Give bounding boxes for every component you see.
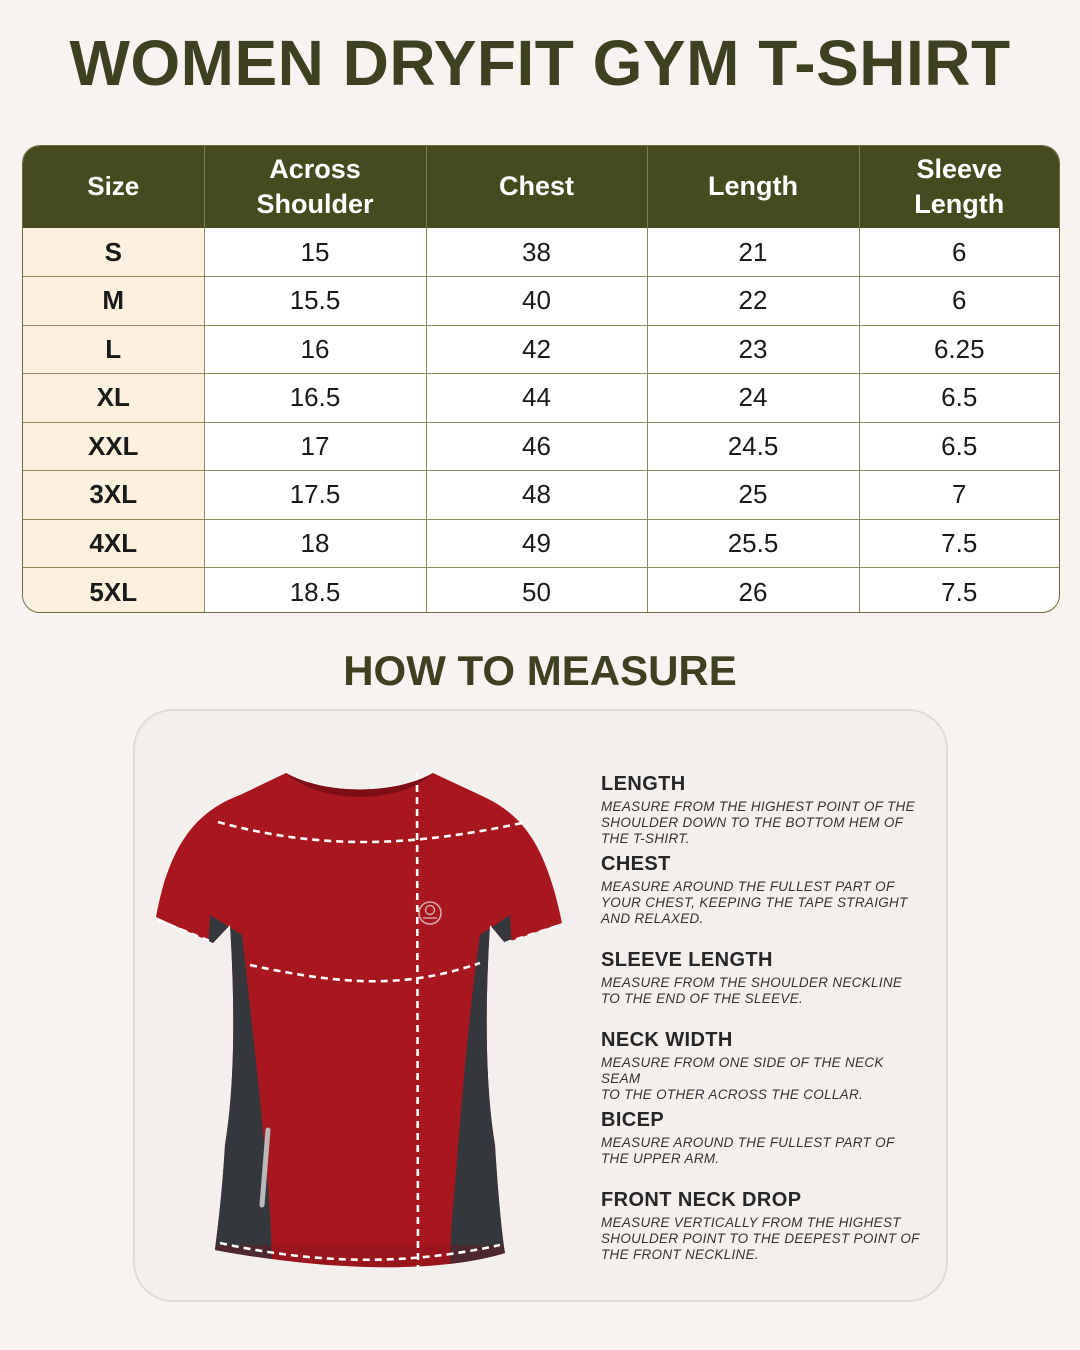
measure-note-text (601, 1215, 921, 1263)
cell-sleeve: 6.5 (859, 374, 1059, 423)
cell-sleeve: 6 (952, 236, 967, 267)
measure-note-line: MEASURE VERTICALLY FROM THE HIGHEST (601, 1215, 901, 1230)
cell-shoulder: 15 (204, 228, 426, 277)
table-row (23, 519, 1059, 568)
measure-note-text (601, 1055, 921, 1103)
measure-note-line: YOUR CHEST, KEEPING THE TAPE STRAIGHT (601, 895, 908, 910)
header-length: Length (647, 146, 859, 228)
size-chart-table (22, 145, 1060, 613)
table-row (23, 568, 1059, 614)
header-sleeve-length-line1: Sleeve (916, 153, 1003, 184)
measure-note-title: BICEP (601, 1109, 665, 1131)
measure-note-line: THE UPPER ARM. (601, 1151, 720, 1166)
measure-note (601, 1189, 921, 1263)
measure-note-line: MEASURE FROM THE HIGHEST POINT OF THE (601, 799, 915, 814)
header-across-shoulder-line2: Shoulder (256, 189, 374, 219)
cell-size: L (23, 325, 204, 374)
table-header-row (23, 146, 1059, 228)
cell-length: 23 (647, 325, 859, 374)
measure-note-line: AND RELAXED. (601, 911, 704, 926)
cell-chest: 38 (426, 228, 647, 277)
measure-note-line: TO THE END OF THE SLEEVE. (601, 991, 804, 1006)
measure-note-title: SLEEVE LENGTH (601, 949, 773, 971)
cell-shoulder: 16 (204, 325, 426, 374)
tshirt-measure-illustration (150, 765, 570, 1280)
header-chest: Chest (426, 146, 647, 228)
cell-sleeve: 6.25 (859, 325, 1059, 374)
cell-size: 3XL (23, 471, 204, 520)
measure-note-line: MEASURE FROM THE SHOULDER NECKLINE (601, 975, 903, 990)
measure-note-line: SHOULDER POINT TO THE DEEPEST POINT OF (601, 1231, 920, 1246)
cell-shoulder: 17.5 (204, 471, 426, 520)
measure-note-text (601, 799, 921, 847)
cell-shoulder: 15.5 (204, 277, 426, 326)
table-row (23, 471, 1059, 520)
cell-length: 25.5 (647, 519, 859, 568)
cell-sleeve: 6 (859, 277, 1059, 326)
cell-size: 5XL (23, 568, 204, 614)
cell-chest: 46 (426, 422, 647, 471)
page-title: WOMEN DRYFIT GYM T-SHIRT (69, 27, 1011, 99)
measure-note-line: MEASURE AROUND THE FULLEST PART OF (601, 1135, 895, 1150)
measure-note-title: CHEST (601, 853, 671, 875)
cell-sleeve: 7.5 (859, 519, 1059, 568)
measure-note-line: THE T-SHIRT. (601, 831, 690, 846)
measure-note-line: MEASURE FROM ONE SIDE OF THE NECK SEAM (601, 1055, 884, 1086)
measure-note-text (601, 975, 921, 1007)
cell-shoulder: 18.5 (204, 568, 426, 614)
cell-size: XL (23, 374, 204, 423)
measure-note (601, 1109, 921, 1167)
cell-shoulder: 16.5 (204, 374, 426, 423)
measure-note-title: NECK WIDTH (601, 1029, 733, 1051)
cell-length: 26 (647, 568, 859, 614)
cell-chest: 40 (426, 277, 647, 326)
cell-length: 22 (647, 277, 859, 326)
header-across-shoulder-line1: Across (269, 153, 361, 184)
cell-length: 25 (647, 471, 859, 520)
measure-note-text (601, 1135, 921, 1167)
measure-note (601, 949, 921, 1007)
cell-size: 4XL (23, 519, 204, 568)
measure-note-text (601, 879, 921, 927)
measure-note (601, 773, 921, 847)
cell-size: XXL (23, 422, 204, 471)
measure-note-line: MEASURE AROUND THE FULLEST PART OF (601, 879, 895, 894)
cell-sleeve: 7.5 (859, 568, 1059, 614)
cell-length: 24.5 (647, 422, 859, 471)
cell-chest: 49 (426, 519, 647, 568)
measure-note-title: FRONT NECK DROP (601, 1189, 802, 1211)
table-row (23, 277, 1059, 326)
header-size: Size (23, 146, 204, 228)
cell-chest: 50 (426, 568, 647, 614)
measure-note-line: SHOULDER DOWN TO THE BOTTOM HEM OF (601, 815, 904, 830)
cell-size: M (23, 277, 204, 326)
cell-shoulder: 18 (204, 519, 426, 568)
cell-shoulder: 17 (204, 422, 426, 471)
table-row (23, 325, 1059, 374)
table-row (23, 374, 1059, 423)
measure-note-line: THE FRONT NECKLINE. (601, 1247, 759, 1262)
measure-note-line: TO THE OTHER ACROSS THE COLLAR. (601, 1087, 864, 1102)
cell-sleeve: 7 (859, 471, 1059, 520)
cell-size: S (23, 228, 204, 277)
measure-note (601, 1029, 921, 1103)
table-row (23, 228, 1059, 277)
cell-chest: 44 (426, 374, 647, 423)
tshirt-body (156, 773, 562, 1267)
cell-length: 21 (647, 228, 859, 277)
table-row (23, 422, 1059, 471)
header-across-shoulder (204, 146, 426, 228)
measure-note-title: LENGTH (601, 773, 686, 795)
how-to-measure-title: HOW TO MEASURE (343, 647, 737, 694)
cell-chest: 48 (426, 471, 647, 520)
header-sleeve-length-line2: Length (914, 189, 1005, 219)
header-sleeve-length (859, 146, 1059, 228)
cell-sleeve: 6.5 (859, 422, 1059, 471)
cell-chest: 42 (426, 325, 647, 374)
cell-length: 24 (647, 374, 859, 423)
measure-note (601, 853, 921, 927)
